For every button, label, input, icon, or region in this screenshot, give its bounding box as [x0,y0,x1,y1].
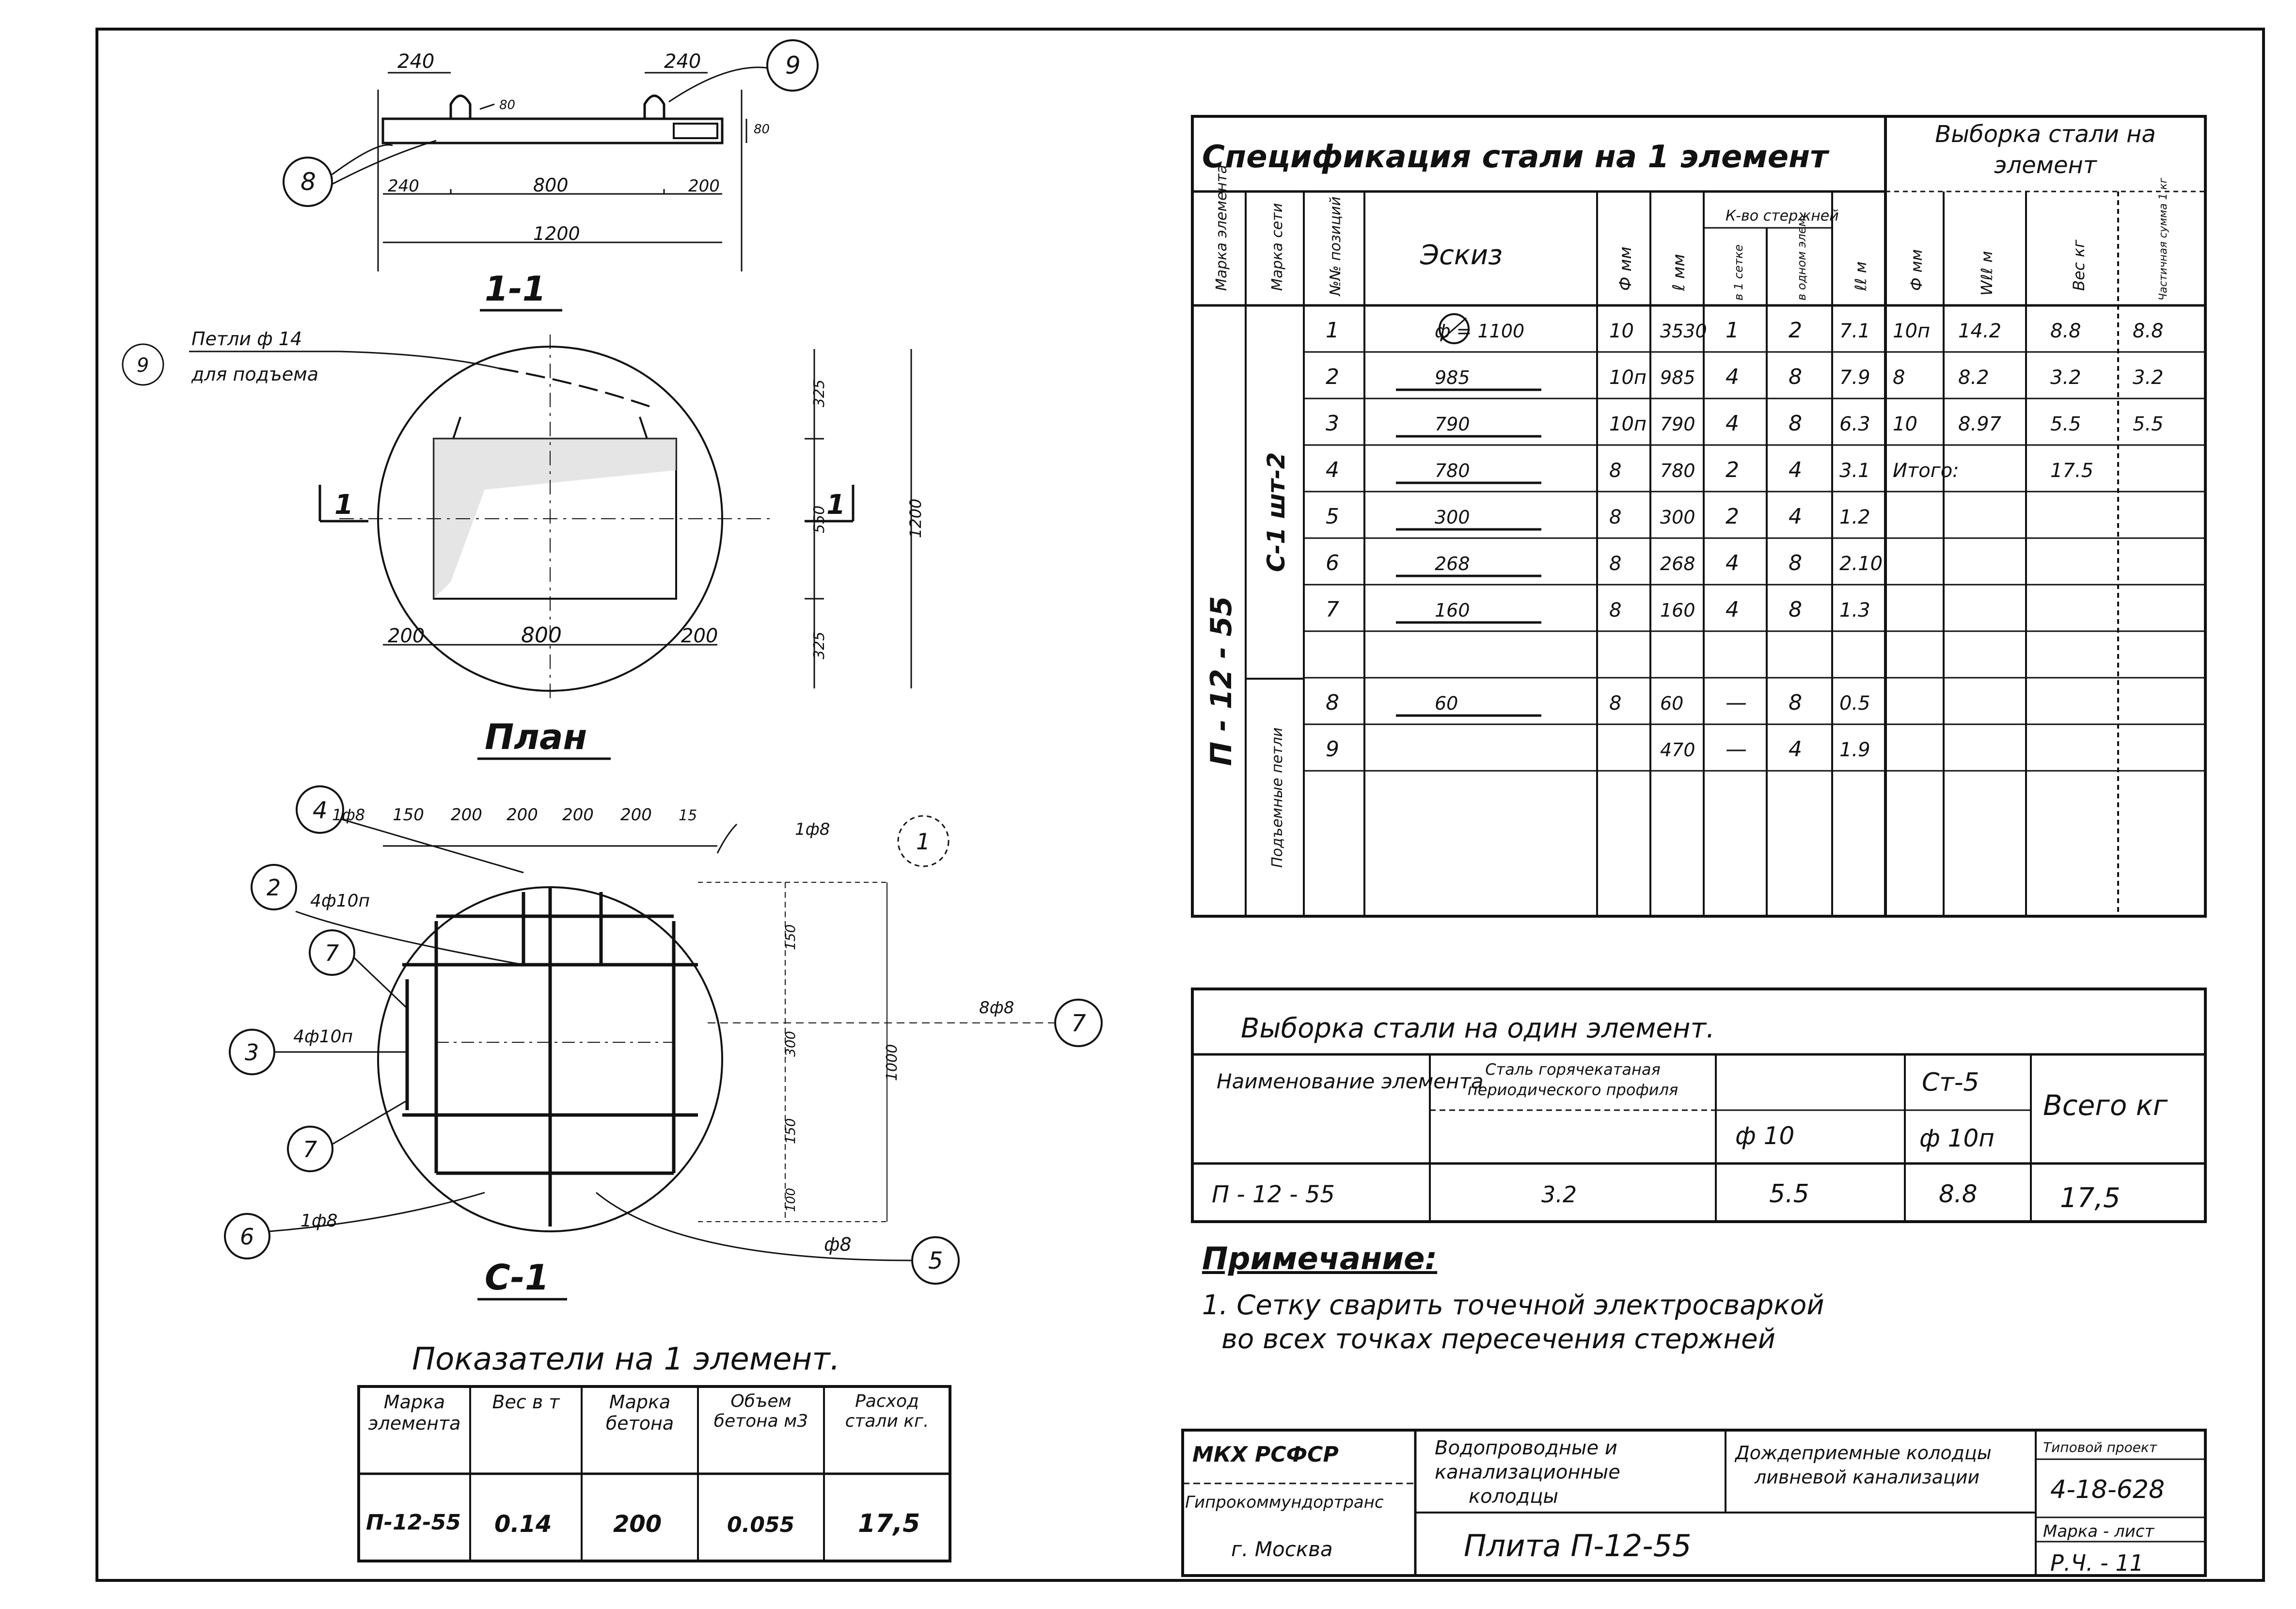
plan-dim-v2: 550 [811,505,828,533]
spec-cell-n2: 8 [1789,690,1802,715]
spec-cell-n2: 8 [1789,597,1802,622]
spec-h-count: К-во стержней [1726,207,1839,224]
spec-cell-pos: 1 [1326,318,1339,343]
note-line-2: во всех точках пересечения стержней [1221,1323,1775,1355]
spec-cell-d: 10 [1609,320,1634,342]
spec-element-mark: П - 12 - 55 [1204,596,1238,766]
stamp-topic-1: Дождеприемные колодцы [1735,1442,1992,1464]
plan-dim-v1: 325 [811,379,828,407]
mesh-top-dim-2: 150 [393,805,424,825]
selection-cell: 10 [1893,413,1917,435]
spec-cell-ll: 1.2 [1839,506,1870,528]
spec-cell-n2: 8 [1789,365,1802,389]
spec-group-mark: Подъемные петли [1269,727,1286,868]
spec-title: Спецификация стали на 1 элемент [1202,139,1828,175]
spec-cell-l: 985 [1660,367,1695,388]
callout-8: 8 [301,168,316,196]
spec-cell-n1: — [1726,690,1747,715]
lifting-loop-left [451,96,470,119]
spec-cell-l: 3530 [1660,320,1707,342]
indicators-table [359,1341,950,1561]
spec-cell-n1: — [1726,737,1747,762]
mesh-view [225,786,1102,1299]
selection-cell: 5.5 [2133,413,2164,435]
spec-cell-d: 10п [1609,366,1647,389]
spec-cell-d: 8 [1609,553,1622,575]
stamp-doc-name: Плита П-12-55 [1464,1528,1692,1563]
spec-h-d: Ф мм [1616,246,1635,291]
note-block [1202,1241,1978,1356]
selection-cell: 10п [1893,320,1931,342]
ind-header-concrete: Марка бетона [605,1391,674,1434]
spec-h-ll: ℓℓ м [1852,261,1870,291]
spec-cell-pos: 9 [1326,737,1339,762]
stamp-subject-3: колодцы [1469,1485,1559,1508]
selection-cell: 3.2 [2050,366,2081,389]
spec-cell-sketch: 160 [1435,600,1470,621]
selection-cell: 8.2 [1958,366,1989,389]
spec-cell-sketch: 985 [1435,367,1470,388]
spec-cell-l: 470 [1660,739,1695,761]
summary-h-steel: Сталь горячекатаная периодического профиля [1467,1060,1678,1099]
summary-cell-name: П - 12 - 55 [1212,1181,1335,1208]
spec-h-sketch: Эскиз [1420,239,1503,271]
spec-cell-sketch: 780 [1435,460,1470,481]
spec-cell-n2: 8 [1789,551,1802,575]
spec-cell-ll: 3.1 [1839,460,1870,482]
mesh-callout-5: 5 [928,1247,943,1274]
spec-h-pos: №№ позиций [1327,196,1344,296]
spec-h-element: Марка элемента [1213,164,1230,291]
spec-cell-pos: 3 [1326,411,1339,436]
spec-cell-l: 60 [1660,693,1684,714]
plan-dim-total: 1200 [906,498,925,538]
spec-cell-ll: 2.10 [1839,553,1883,575]
dim-bottom-1: 240 [388,176,419,196]
spec-h-sel-wl: Wℓℓ м [1978,251,1996,296]
dim-height: 80 [754,122,770,137]
mesh-callout-6: 6 [240,1224,254,1250]
spec-cell-ll: 1.3 [1839,599,1870,621]
mesh-top-dim-5: 200 [562,805,594,825]
summary-title: Выборка стали на один элемент. [1241,1013,1715,1044]
mesh-label-6: 1ф8 [301,1211,338,1231]
spec-cell-pos: 7 [1326,597,1339,622]
mesh-callout-7b: 7 [303,1136,317,1163]
spec-cell-n1: 4 [1726,551,1739,575]
spec-cell-sketch: 790 [1435,414,1470,435]
callout-9: 9 [785,51,801,80]
section-mark-right: 1 [826,489,845,521]
selection-title: Выборка стали на элемент [1935,121,2156,179]
mesh-right-total: 1000 [884,1044,901,1081]
spec-cell-n2: 4 [1789,458,1802,482]
spec-h-sel-w: Вес кг [2070,239,2088,291]
spec-cell-d: 8 [1609,460,1622,482]
spec-cell-l: 300 [1660,507,1695,528]
spec-cell-pos: 4 [1326,458,1339,482]
stamp-project-label: Типовой проект [2043,1439,2157,1455]
lifting-loop-right [645,96,664,119]
plan-dim-h2: 800 [521,623,562,648]
spec-cell-ll: 1.9 [1839,739,1870,761]
summary-cell-d10p: 8.8 [1939,1180,1978,1208]
ind-header-volume: Объем бетона м3 [713,1391,808,1431]
plan-dim-v3: 325 [811,631,828,659]
title-block [1183,1430,2205,1576]
spec-cell-ll: 6.3 [1839,413,1870,435]
spec-cell-n1: 4 [1726,411,1739,436]
spec-rows [1304,318,1885,771]
mesh-top-dim-6: 200 [620,805,652,825]
dim-total: 1200 [533,223,580,244]
spec-cell-l: 790 [1660,414,1695,435]
mesh-title: С-1 [485,1257,549,1298]
spec-cell-n1: 4 [1726,365,1739,389]
selection-cell: 8.8 [2050,320,2081,342]
plan-dim-h3: 200 [681,625,718,647]
mesh-top-dim-3: 200 [451,805,482,825]
spec-cell-l: 780 [1660,460,1695,481]
spec-cell-d: 8 [1609,506,1622,528]
section-title: 1-1 [485,269,546,309]
stamp-topic-2: ливневой канализации [1755,1466,1980,1488]
selection-cell: 8 [1893,366,1905,389]
spec-cell-ll: 7.9 [1839,366,1870,389]
plan-loop-callout: 9 [137,354,149,377]
mesh-label-1: 1ф8 [795,820,830,839]
spec-cell-n1: 2 [1726,458,1739,482]
spec-cell-n2: 2 [1789,318,1802,343]
indicators-title: Показатели на 1 элемент. [412,1341,840,1377]
spec-cell-pos: 2 [1326,365,1339,389]
summary-table [1192,989,2205,1222]
ind-cell-weight: 0.14 [494,1511,552,1538]
ind-cell-concrete: 200 [613,1511,662,1538]
loop-note-1: Петли ф 14 [191,328,302,350]
spec-cell-d: 8 [1609,692,1622,715]
spec-h-sel-d: Ф мм [1907,249,1926,291]
mesh-top-dim-1: 1ф8 [332,806,365,824]
spec-h-l: ℓ мм [1669,254,1689,291]
stamp-sheet-label: Марка - лист [2043,1522,2154,1541]
spec-h-count-el: в одном элем. [1795,214,1808,301]
spec-cell-ll: 0.5 [1839,692,1870,715]
dim-top-2: 240 [664,50,701,73]
spec-cell-n1: 2 [1726,504,1739,529]
stamp-org2: Гипрокоммундортранс [1185,1493,1384,1512]
plan-view [123,328,925,759]
mesh-callout-7c: 7 [1071,1010,1086,1037]
summary-h-total: Всего кг [2043,1089,2168,1122]
spec-cell-pos: 8 [1326,690,1339,715]
mesh-top-dim-4: 200 [507,805,538,825]
spec-cell-sketch: ф = 1100 [1435,320,1525,342]
ind-header-mark: Марка элемента [368,1391,461,1434]
slab-section [383,119,722,143]
selection-cell: 17.5 [2050,460,2094,482]
selection-cell: 8.97 [1958,413,2002,435]
spec-cell-sketch: 60 [1435,693,1458,714]
stamp-city: г. Москва [1231,1537,1333,1561]
dim-bottom-3: 200 [688,176,720,196]
spec-cell-pos: 5 [1326,504,1339,529]
note-line-1: 1. Сетку сварить точечной электросваркой [1202,1290,1824,1321]
mesh-callout-3: 3 [245,1039,259,1066]
mesh-label-7c: 8ф8 [979,998,1014,1018]
selection-cell: 8.8 [2133,320,2164,342]
stamp-subject-1: Водопроводные и [1435,1437,1617,1459]
summary-h-d10: ф 10 [1735,1122,1795,1150]
mesh-callout-2: 2 [267,875,281,901]
ind-cell-steel: 17,5 [858,1509,920,1538]
section-1-1 [284,40,818,310]
selection-cell: 14.2 [1958,320,2002,342]
dim-bottom-2: 800 [533,175,569,196]
spec-h-sel-sum: Частичная сумма 1 кг [2157,177,2169,301]
spec-h-count-net: в 1 сетке [1732,244,1745,301]
mesh-right-dim-4: 100 [784,1188,798,1212]
spec-cell-sketch: 300 [1435,507,1470,528]
summary-cell-d10: 5.5 [1769,1179,1809,1209]
summary-h-name: Наименование элемента [1217,1069,1484,1093]
mesh-callout-4: 4 [313,797,328,824]
ind-header-steel: Расход стали кг. [845,1391,929,1431]
mesh-callout-7a: 7 [325,940,339,966]
ind-header-weight: Вес в т [492,1391,560,1413]
selection-cell: 5.5 [2050,413,2081,435]
spec-net-mark: С-1 шт-2 [1262,452,1290,572]
mesh-label-2: 4ф10п [310,891,370,911]
stamp-sheet-no: Р.Ч. - 11 [2050,1550,2144,1576]
spec-table [1192,116,2205,916]
section-mark-left: 1 [334,489,353,521]
mesh-right-dim-1: 150 [782,924,798,950]
spec-cell-d: 8 [1609,599,1622,621]
spec-cell-n1: 4 [1726,597,1739,622]
plan-title: План [485,717,587,757]
spec-cell-d: 10п [1609,413,1647,435]
mesh-right-dim-3: 150 [782,1118,798,1144]
note-title: Примечание: [1202,1241,1438,1277]
spec-h-net: Марка сети [1269,203,1286,291]
mesh-label-5: ф8 [824,1234,852,1255]
mesh-label-3: 4ф10п [293,1027,353,1047]
stamp-subject-2: канализационные [1435,1461,1620,1483]
spec-cell-ll: 7.1 [1839,320,1870,342]
summary-cell-total: 17,5 [2060,1182,2121,1214]
loop-note-2: для подъема [191,364,319,385]
summary-cell-d8: 3.2 [1541,1181,1577,1208]
spec-cell-n2: 4 [1789,737,1802,762]
mesh-callout-1: 1 [916,828,931,855]
mesh-right-dim-2: 300 [782,1031,798,1057]
summary-h-d10p: ф 10п [1919,1124,1995,1152]
ind-cell-mark: П-12-55 [366,1510,461,1535]
spec-cell-l: 268 [1660,553,1695,574]
stamp-org1: МКХ РСФСР [1192,1442,1339,1467]
mesh-top-dim-7: 15 [679,807,697,824]
selection-rows [1885,320,2205,771]
dim-top-1: 240 [397,50,435,73]
selection-cell: 3.2 [2133,366,2164,389]
summary-h-ct5: Ст-5 [1922,1068,1979,1097]
spec-cell-sketch: 268 [1435,553,1470,574]
stamp-project-no: 4-18-628 [2050,1475,2165,1504]
dim-small: 80 [499,98,516,112]
selection-cell: Итого: [1893,460,1959,482]
spec-cell-n2: 8 [1789,411,1802,436]
spec-cell-n2: 4 [1789,504,1802,529]
spec-cell-l: 160 [1660,600,1695,621]
spec-cell-n1: 1 [1726,318,1739,343]
ind-cell-volume: 0.055 [727,1513,795,1537]
spec-cell-pos: 6 [1326,551,1339,575]
plan-dim-h1: 200 [388,625,425,647]
